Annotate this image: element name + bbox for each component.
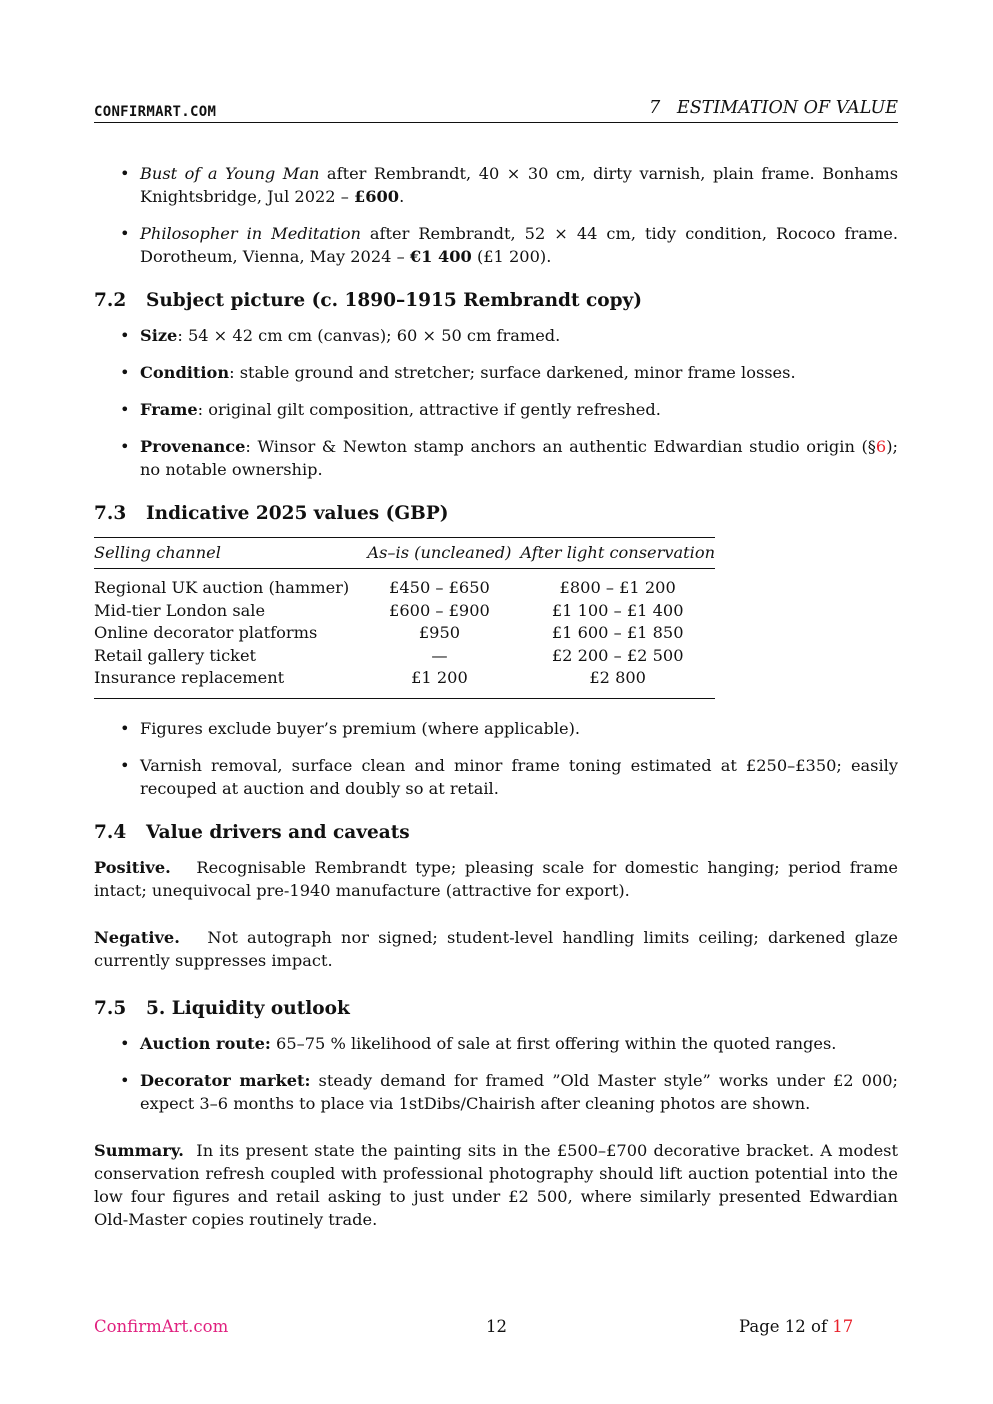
as-is-value-cell: £1 200 — [411, 668, 468, 687]
paragraph-text: In its present state the painting sits in the £500–£700 decorative bracket. A modest conservation refresh coupled with professional photography should lift auction potential into the low four figures and retail asking to just under £2 500, where similarly presented Edwardian Old-Master copies routinely trade. — [94, 1140, 898, 1229]
footer-page-of — [739, 1315, 853, 1338]
comparables-list — [94, 162, 898, 268]
list-item: • Bust of a Young Man after Rembrandt, 40 × 30 cm, dirty varnish, plain frame. Bonhams Knightsbridge, Jul 2022 – £600. — [120, 164, 899, 206]
running-head: 7 ESTIMATION OF VALUE — [649, 98, 898, 118]
values-table — [94, 537, 715, 699]
section-heading — [94, 288, 898, 314]
section-number: 7.2 — [94, 290, 127, 311]
negative-paragraph — [94, 926, 898, 972]
list-item: • Philosopher in Meditation after Rembrandt, 52 × 44 cm, tidy condition, Rococo frame. Dorotheum, Vienna, May 2024 – €1 400 (£1 200). — [120, 224, 898, 266]
item-label: Condition — [140, 363, 230, 382]
section-number: 7.5 — [94, 997, 127, 1019]
item-label: Auction route: — [140, 1033, 271, 1053]
paragraph-label: Summary. — [94, 1140, 184, 1160]
section-reference-link[interactable]: 6 — [875, 437, 887, 456]
table-row — [94, 667, 715, 698]
list-item: • Provenance: Winsor & Newton stamp anchors an authentic Edwardian studio origin (§6); no notable ownership. — [120, 437, 898, 479]
item-text: : 54 × 42 cm cm (canvas); 60 × 50 cm framed. — [177, 326, 561, 345]
channel-cell: Regional UK auction (hammer) — [94, 578, 350, 597]
section-heading — [94, 996, 898, 1022]
section-title: Subject picture (c. 1890–1915 Rembrandt copy) — [146, 290, 643, 311]
conserved-value-cell: £2 200 – £2 500 — [551, 645, 684, 665]
list-item: • Figures exclude buyer’s premium (where applicable). — [120, 718, 581, 738]
list-item: • Auction route: 65–75 % likelihood of sale at first offering within the quoted ranges. — [120, 1033, 837, 1053]
conserved-value-cell: £2 800 — [589, 668, 646, 687]
paragraph-text: Not autograph nor signed; student-level handling limits ceiling; darkened glaze currently suppresses impact. — [94, 927, 898, 970]
item-text: after Rembrandt, 40 × 30 cm, dirty varnish, plain frame. Bonhams Knightsbridge, Jul 2022 – — [140, 164, 899, 206]
note-text: Figures exclude buyer’s premium (where applicable). — [140, 718, 581, 738]
as-is-value-cell: — — [431, 645, 448, 665]
section-title: 5. Liquidity outlook — [146, 997, 350, 1019]
price: £600 — [354, 187, 400, 206]
channel-cell: Insurance replacement — [94, 668, 285, 687]
note-text: Varnish removal, surface clean and minor frame toning estimated at £250–£350; easily recouped at auction and doubly so at retail. — [140, 755, 898, 798]
document-page — [94, 0, 898, 1404]
column-header: As–is (uncleaned) — [367, 543, 512, 562]
list-item: • Condition: stable ground and stretcher; surface darkened, minor frame losses. — [120, 363, 796, 382]
notes-list — [94, 717, 898, 800]
paragraph-label: Negative. — [94, 927, 180, 947]
list-item: • Varnish removal, surface clean and minor frame toning estimated at £250–£350; easily recouped at auction and doubly so at retail. — [120, 755, 898, 798]
footer-site-link[interactable]: ConfirmArt.com — [94, 1317, 229, 1336]
item-text: after Rembrandt, 52 × 44 cm, tidy condition, Rococo frame. Dorotheum, Vienna, May 2024 – — [140, 224, 898, 266]
item-label: Decorator market: — [140, 1070, 311, 1090]
item-text: : Winsor & Newton stamp anchors an authentic Edwardian studio origin (§ — [245, 437, 876, 456]
item-label: Provenance — [140, 437, 246, 456]
item-label: Size — [140, 326, 178, 345]
section-heading — [94, 820, 898, 846]
item-text: 65–75 % likelihood of sale at first offering within the quoted ranges. — [270, 1033, 837, 1053]
subject-list — [94, 324, 898, 481]
page-of-prefix: Page 12 of — [739, 1317, 833, 1336]
site-logo: CONFIRMART.COM — [94, 104, 217, 120]
summary-paragraph — [94, 1139, 898, 1231]
list-item: • Size: 54 × 42 cm cm (canvas); 60 × 50 cm framed. — [120, 326, 561, 345]
as-is-value-cell: £600 – £900 — [389, 600, 490, 620]
table-header-row — [94, 538, 715, 569]
section-number: 7.3 — [94, 503, 127, 524]
column-header: Selling channel — [94, 543, 221, 562]
channel-cell: Online decorator platforms — [94, 623, 318, 642]
artwork-title: Bust of a Young Man — [140, 164, 320, 183]
item-text: : original gilt composition, attractive if gently refreshed. — [197, 400, 661, 419]
artwork-title: Philosopher in Meditation — [140, 224, 361, 243]
section-number: 7.4 — [94, 821, 127, 843]
liquidity-list — [94, 1032, 898, 1115]
section-heading — [94, 501, 898, 527]
table-row — [94, 569, 715, 600]
paragraph-text: Recognisable Rembrandt type; pleasing scale for domestic hanging; period frame intact; unequivocal pre-1940 manufacture (attractive for export). — [94, 857, 899, 900]
main-content — [94, 162, 898, 1231]
channel-cell: Mid-tier London sale — [94, 600, 266, 620]
section-title: Indicative 2025 values (GBP) — [146, 503, 449, 524]
item-tail: (£1 200). — [471, 247, 552, 266]
conserved-value-cell: £800 – £1 200 — [559, 578, 676, 597]
as-is-value-cell: £950 — [418, 623, 461, 642]
page-total-link[interactable]: 17 — [832, 1317, 854, 1336]
channel-cell: Retail gallery ticket — [94, 645, 257, 665]
list-item: • Decorator market: steady demand for framed ”Old Master style” works under £2 000; expect 3–6 months to place via 1stDibs/Chairish after cleaning photos are shown. — [120, 1070, 898, 1113]
page-header — [94, 97, 898, 123]
table-row — [94, 622, 715, 645]
conserved-value-cell: £1 100 – £1 400 — [551, 600, 684, 620]
positive-paragraph — [94, 856, 898, 902]
conserved-value-cell: £1 600 – £1 850 — [551, 623, 684, 642]
as-is-value-cell: £450 – £650 — [389, 578, 490, 597]
price: €1 400 — [409, 247, 472, 266]
item-label: Frame — [140, 400, 198, 419]
paragraph-label: Positive. — [94, 857, 171, 877]
item-text: : stable ground and stretcher; surface darkened, minor frame losses. — [229, 363, 796, 382]
item-text: steady demand for framed ”Old Master style” works under £2 000; expect 3–6 months to place via 1stDibs/Chairish after cleaning photos are shown. — [140, 1070, 898, 1113]
item-tail: . — [399, 187, 405, 206]
table-row — [94, 645, 715, 668]
column-header: After light conservation — [520, 543, 715, 562]
item-text: ); no notable ownership. — [140, 437, 898, 479]
footer-page-number: 12 — [486, 1317, 507, 1336]
list-item: • Frame: original gilt composition, attractive if gently refreshed. — [120, 400, 661, 419]
page-footer — [94, 1315, 898, 1339]
section-title: Value drivers and caveats — [146, 821, 410, 843]
table-row — [94, 600, 715, 623]
